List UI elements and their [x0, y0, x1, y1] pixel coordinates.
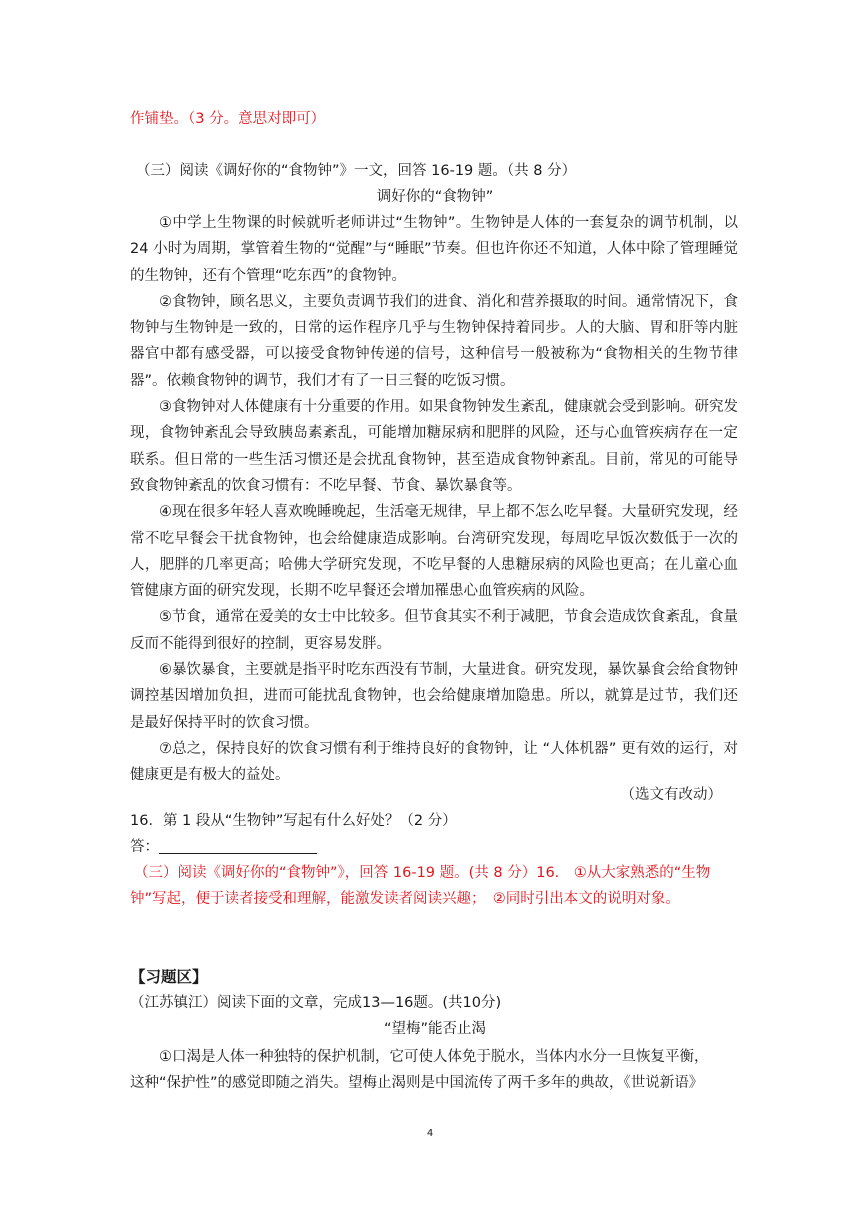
answer-label: 答：: [130, 839, 159, 855]
question-16: 16．第 1 段从“生物钟”写起有什么好处？（2 分）: [130, 813, 457, 829]
article-paragraph: ⑥暴饮暴食，主要就是指平时吃东西没有节制，大量进食。研究发现，暴饮暴食会给食物钟调控基因增加负担，进而可能扰乱食物钟，也会给健康增加隐患。所以，就算是过节，我们还是最好保持平时的饮食习惯。: [130, 662, 738, 731]
page-number: 4: [426, 1128, 434, 1139]
article-paragraph: ⑦总之，保持良好的饮食习惯有利于维持良好的食物钟，让 “人体机器” 更有效的运行，对健康更是有极大的益处。: [130, 740, 738, 784]
article-body: [130, 210, 738, 789]
exercise-paragraph-line: ①口渴是人体一种独特的保护机制，它可使人体免于脱水，当体内水分一旦恢复平衡，: [159, 1049, 709, 1065]
article-paragraph: ②食物钟，顾名思义，主要负责调节我们的进食、消化和营养摄取的时间。通常情况下，食物钟与生物钟是一致的，日常的运作程序几乎与生物钟保持着同步。人的大脑、胃和肝等内脏器官中都有感受器，可以接受食物钟传递的信号，这种信号一般被称为“食物相关的生物节律器”。依赖食物钟的调节，我们才有了一日三餐的吃饭习惯。: [130, 293, 738, 389]
article-title: 调好你的“食物钟”: [376, 189, 494, 205]
answer-16-line-2: 钟”写起，便于读者接受和理解，能激发读者阅读兴趣； ②同时引出本文的说明对象。: [130, 891, 680, 907]
answer-16-line-1: （三）阅读《调好你的“食物钟”》，回答 16-19 题。(共 8 分）16. ①从大家熟悉的“生物: [134, 865, 711, 881]
article-paragraph: ③食物钟对人体健康有十分重要的作用。如果食物钟发生紊乱，健康就会受到影响。研究发现，食物钟紊乱会导致胰岛素紊乱，可能增加糖尿病和肥胖的风险，还与心血管疾病存在一定联系。但日常的一些生活习惯还是会扰乱食物钟，甚至造成食物钟紊乱。目前，常见的可能导致食物钟紊乱的饮食习惯有：不吃早餐、节食、暴饮暴食等。: [130, 399, 738, 494]
source-note: （选文有改动）: [620, 787, 722, 803]
section3-heading: （三）阅读《调好你的“食物钟”》一文，回答 16-19 题。（共 8 分）: [136, 163, 577, 179]
exercise-paragraph-line: 这种“保护性”的感觉即随之消失。望梅止渴则是中国流传了两千多年的典故，《世说新语》: [130, 1075, 704, 1091]
top-answer-text: 作铺垫。（3 分。意思对即可）: [130, 111, 326, 127]
article-paragraph: ⑤节食，通常在爱美的女士中比较多。但节食其实不利于减肥，节食会造成饮食紊乱，食量反而不能得到很好的控制，更容易发胖。: [130, 609, 738, 652]
exercise-intro: （江苏镇江）阅读下面的文章，完成13—16题。(共10分): [130, 995, 502, 1011]
answer-row: [130, 834, 740, 860]
article-paragraph: ①中学上生物课的时候就听老师讲过“生物钟”。生物钟是人体的一套复杂的调节机制，以 24 小时为周期，掌管着生物的“觉醒”与“睡眠”节奏。但也许你还不知道，人体中除了管理睡觉的生物钟，还有个管理“吃东西”的食物钟。: [130, 215, 738, 284]
exercise-heading: 【习题区】: [130, 968, 208, 986]
article-paragraph: ④现在很多年轻人喜欢晚睡晚起，生活毫无规律，早上都不怎么吃早餐。大量研究发现，经常不吃早餐会干扰食物钟，也会给健康造成影响。台湾研究发现，每周吃早饭次数低于一次的人，肥胖的几率更高；哈佛大学研究发现，不吃早餐的人患糖尿病的风险也更高；在儿童心血管健康方面的研究发现，长期不吃早餐还会增加罹患心血管疾病的风险。: [130, 504, 738, 600]
answer-blank-line: [159, 837, 317, 854]
exercise-title: “望梅”能否止渴: [383, 1021, 487, 1037]
